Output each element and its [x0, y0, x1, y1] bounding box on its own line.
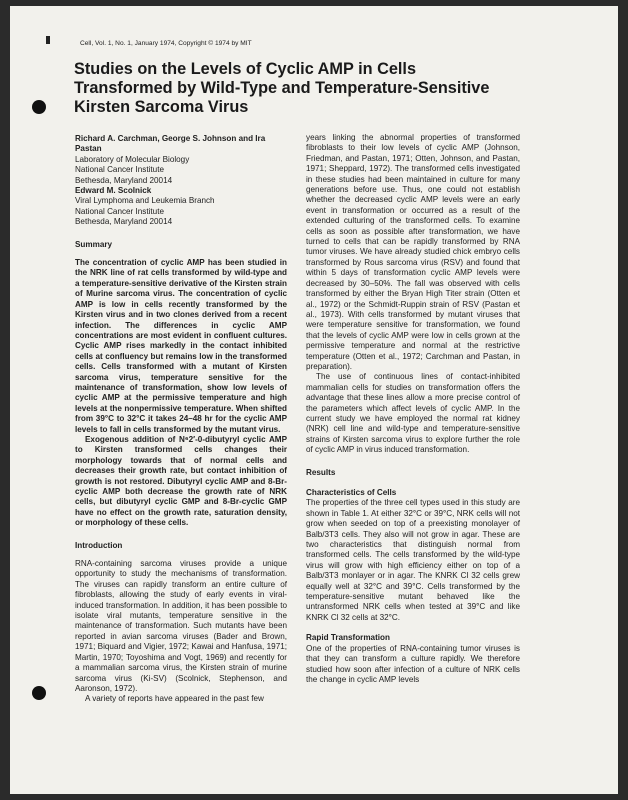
author-names-1: Richard A. Carchman, George S. Johnson and Ira Pastan — [75, 134, 266, 154]
affiliation-line: Laboratory of Molecular Biology — [75, 154, 190, 164]
body-paragraph: The properties of the three cell types used in this study are shown in Table 1. At either 32°C or 39°C, NRK cells will not grow when seeded on top of a preexisting monolayer of Balb/3T3 cells. They also will not grow in agar. These are two characteristics that distinguish normal from transformed cells. The cells transformed by the wild-type virus will grow with high efficiency either on top of a Balb/3T3 monlayer or in agar. The KNRK Cl 32 cells grew equally well at 32°C and 39°C. Cells transformed by the temperature-sensitive mutant behaved like the untransformed NRK cells when tested at 39°C and like KNRK Cl 32 cells at 32°C. — [306, 498, 520, 622]
affiliation-line: Bethesda, Maryland 20014 — [75, 217, 173, 227]
summary-heading: Summary — [75, 239, 113, 249]
left-column — [75, 134, 287, 705]
introduction-heading: Introduction — [75, 540, 123, 550]
subsection-heading: Characteristics of Cells — [306, 488, 397, 497]
journal-citation: Cell, Vol. 1, No. 1, January 1974, Copyright © 1974 by MIT — [80, 40, 252, 47]
punch-hole-bottom — [32, 686, 46, 700]
author-names-2: Edward M. Scolnick — [75, 186, 152, 196]
staple-mark — [46, 36, 50, 44]
introduction-paragraph: A variety of reports have appeared in the past few — [85, 694, 264, 704]
body-paragraph: The use of continuous lines of contact-inhibited mammalian cells for studies on transformation offers the advantage that these lines allow a more precise control of the parameters which affect levels of cyclic AMP. In the current study we have employed the normal rat kidney (NRK) cell line and wild-type and temperature-sensitive strains of Kirsten sarcoma virus to explore further the role of cyclic AMP in virus induced transformation. — [306, 372, 520, 455]
summary-paragraph: Exogenous addition of N⁶2′-0-dibutyryl cyclic AMP to Kirsten transformed cells changes their morphology towards that of normal cells and decreases their growth rate, but contact inhibition of growth is not restored. Dibutyryl cyclic AMP and 8-Br-cyclic AMP both decrease the growth rate of NRK cells, but dibutyryl cyclic GMP and 8-Br-cyclic GMP have no effect on the growth rate, saturation density, or morphology of these cells. — [75, 434, 287, 528]
results-heading: Results — [306, 467, 336, 477]
introduction-paragraph: RNA-containing sarcoma viruses provide a unique opportunity to study the mechanisms of transformation. The viruses can rapidly transform an entire culture of fibroblasts, allowing the study of early events in viral-induced transformation. In addition, it has been possible to isolate viral mutants, temperature sensitive in the maintenance of transformation. Such mutants have been reported in avian sarcoma viruses (Bader and Brown, 1971; Biquard and Vigier, 1972; Kawai and Hanfusa, 1971; Martin, 1970; Toyoshima and Vogt, 1969) and recently for a mammalian sarcoma virus, the Kirsten strain of murine sarcoma virus (Ki-SV) (Scolnick, Stephenson, and Aaronson, 1972). — [75, 559, 287, 693]
affiliation-line: National Cancer Institute — [75, 165, 164, 175]
right-column — [306, 133, 520, 685]
affiliation-line: National Cancer Institute — [75, 206, 164, 216]
summary-paragraph: The concentration of cyclic AMP has been studied in the NRK line of rat cells transformed by wild-type and a temperature-sensitive derivative of the Kirsten strain of Murine sarcoma virus. The concentration of cyclic AMP is low in cells recently transformed by the Kirsten virus and in two clones derived from a recent infection. The differences in cyclic AMP concentrations are most evident in confluent cultures. Cyclic AMP rises markedly in the contact inhibited cells at confluency but remains low in the transformed cells. Cells transformed with a mutant of Kirsten sarcoma virus, temperature sensitive for the maintenance of transformation, show low levels of cyclic AMP at the permissive temperature and high levels at the nonpermissive temperature. When shifted from 39°C to 32°C it takes 24–48 hr for the cyclic AMP levels to fall in cells transformed by the mutant virus. — [75, 258, 287, 434]
body-paragraph: years linking the abnormal properties of transformed fibroblasts to their low levels of cyclic AMP (Johnson, Friedman, and Pastan, 1971; Otten, Johnson, and Pastan, 1971; Sheppard, 1972). The transformed cells investigated in these studies had been maintained in culture for many generations before use. Thus, one could not establish whether the decreased cyclic AMP levels were an early event in transformation or occurred as a result of the extended culturing of the transformed cells. To examine cells as soon as possible after transformation, we have turned to cells that can be rapidly transformed by RNA tumor viruses. We have already studied chick embryo cells transformed by Rous sarcoma virus (RSV) and found that within 5 days of transformation cyclic AMP levels were decreased by 30–50%. The fall was observed with cells transformed by either the Bryan High Titer strain (Otten et al., 1972) or the Schmidt-Ruppin strain of RSV (Pastan et al., 1973). With cells transformed by mutant viruses that were temperature sensitive for transformation, we found that the levels of cyclic AMP were low in cells grown at the permissive temperature and normal at the restrictive temperature (Otten et al., 1972; Carchman and Pastan, in preparation). — [306, 133, 520, 371]
subsection-heading: Rapid Transformation — [306, 633, 390, 643]
punch-hole-top — [32, 100, 46, 114]
affiliation-line: Viral Lymphoma and Leukemia Branch — [75, 196, 215, 206]
paper-sheet — [10, 6, 618, 794]
body-paragraph: One of the properties of RNA-containing tumor viruses is that they can transform a culture rapidly. We therefore studied how soon after infection of a culture of NRK cells the change in cyclic AMP levels — [306, 643, 520, 684]
article-title: Studies on the Levels of Cyclic AMP in Cells Transformed by Wild-Type and Temperature-Sensitive Kirsten Sarcoma Virus — [74, 60, 490, 116]
affiliation-line: Bethesda, Maryland 20014 — [75, 175, 173, 185]
